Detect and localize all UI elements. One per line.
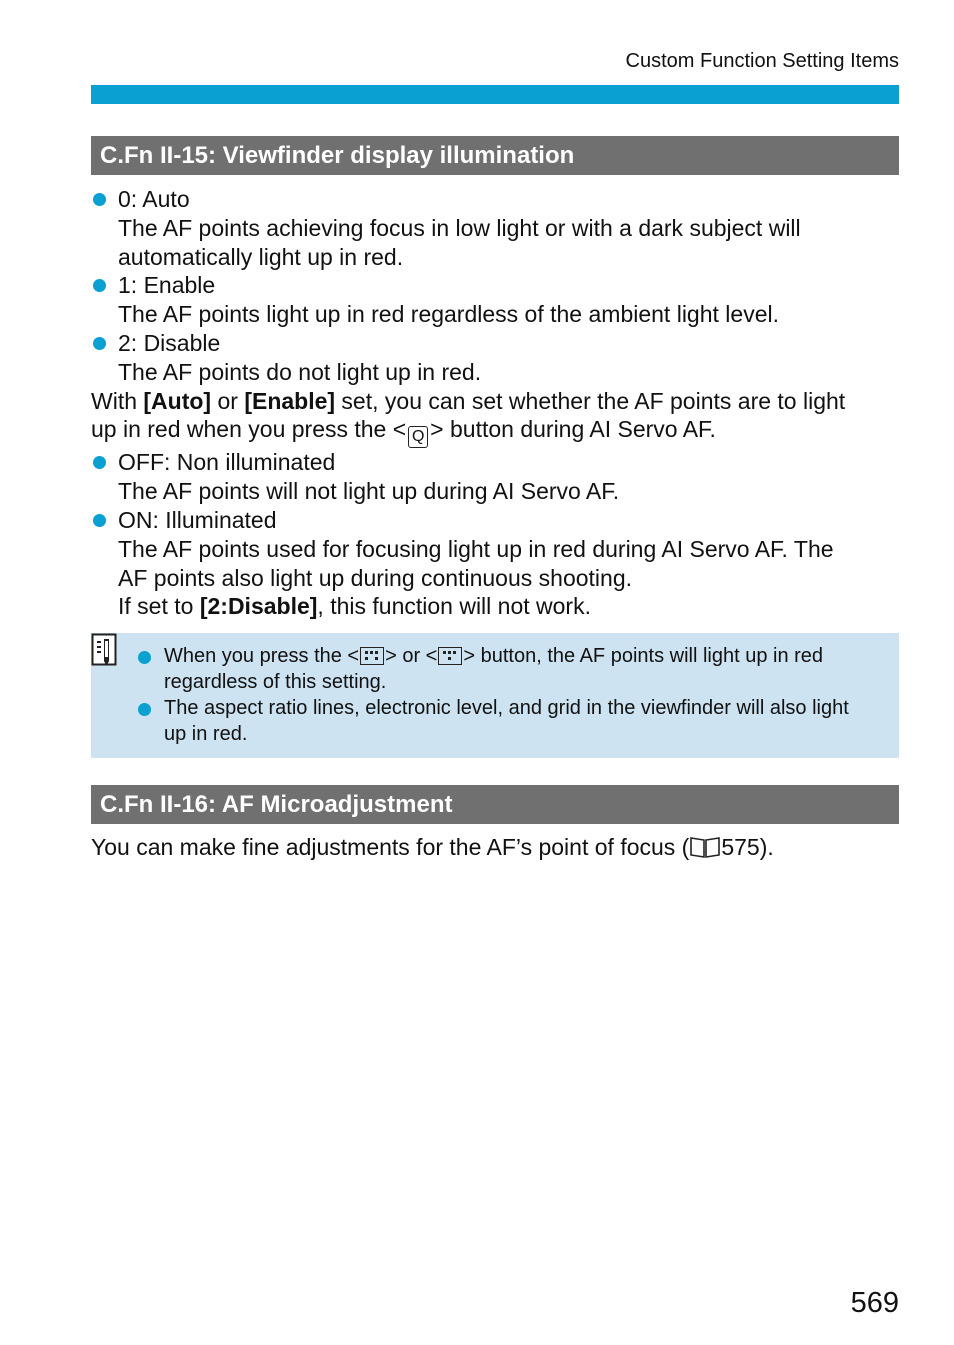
option-description	[91, 592, 899, 621]
text-run: > button, the AF points will light up in red	[463, 645, 824, 667]
text-run: , this function will not work.	[317, 593, 591, 620]
option-label: ON: Illuminated	[118, 506, 277, 533]
text-run: or	[211, 387, 245, 414]
option-description: automatically light up in red.	[118, 243, 404, 270]
text-run: If set to	[118, 593, 200, 620]
quick-control-button-icon: Q	[408, 426, 428, 448]
section-body-cfn-ii-16	[91, 833, 899, 862]
option-item	[91, 271, 899, 300]
option-item	[91, 329, 899, 358]
servo-paragraph-line-1	[91, 387, 899, 416]
memo-pencil-icon	[91, 633, 121, 674]
text-run: up in red when you press the <	[91, 416, 407, 443]
section-body-cfn-ii-15	[91, 185, 899, 621]
note-item	[164, 695, 889, 747]
bold-run: [Auto]	[143, 387, 212, 414]
note-item	[164, 643, 889, 695]
bullet-icon	[138, 651, 151, 664]
option-label: 2: Disable	[118, 329, 221, 356]
option-item	[91, 448, 899, 477]
option-item	[91, 185, 899, 214]
text-run: up in red.	[164, 723, 248, 745]
section-text	[91, 833, 899, 862]
af-point-selection-button-icon	[438, 647, 462, 665]
text-run: > button during AI Servo AF.	[430, 416, 716, 443]
option-label: 1: Enable	[118, 272, 216, 299]
option-label: 0: Auto	[118, 186, 190, 212]
option-description: The AF points achieving focus in low light or with a dark subject will	[118, 214, 801, 241]
section-heading-cfn-ii-16: C.Fn II-16: AF Microadjustment	[91, 785, 899, 824]
option-description: The AF points light up in red regardless of the ambient light level.	[118, 301, 779, 328]
text-run: regardless of this setting.	[164, 671, 387, 693]
option-item	[91, 506, 899, 535]
page-reference-number[interactable]: 575	[721, 834, 760, 860]
option-description: The AF points do not light up in red.	[118, 358, 482, 385]
text-run: > or <	[385, 645, 438, 667]
bullet-icon	[93, 337, 106, 350]
text-run: With	[91, 387, 144, 414]
bullet-icon	[93, 279, 106, 292]
book-page-reference-icon	[689, 836, 721, 858]
text-run: When you press the <	[164, 645, 360, 667]
bold-run: [Enable]	[244, 387, 336, 414]
bullet-icon	[93, 456, 106, 469]
page-number: 569	[850, 1287, 899, 1319]
note-list	[164, 643, 889, 747]
note-box	[91, 633, 899, 758]
option-description: AF points also light up during continuous shooting.	[118, 564, 632, 591]
bold-run: [2:Disable]	[199, 593, 318, 620]
bullet-icon	[93, 193, 106, 206]
text-run: The aspect ratio lines, electronic level, and grid in the viewfinder will also light	[164, 697, 849, 719]
bullet-icon	[93, 514, 106, 527]
option-label: OFF: Non illuminated	[118, 449, 336, 476]
bullet-icon	[138, 703, 151, 716]
option-description: The AF points will not light up during AI Servo AF.	[118, 478, 620, 505]
running-head: Custom Function Setting Items	[625, 50, 899, 72]
text-run: You can make fine adjustments for the AF’s point of focus (	[91, 834, 690, 860]
text-run: ).	[759, 834, 774, 860]
header-accent-bar	[91, 85, 899, 104]
af-area-selection-button-icon	[360, 647, 384, 665]
text-run: set, you can set whether the AF points are to light	[335, 387, 846, 414]
section-heading-cfn-ii-15: C.Fn II-15: Viewfinder display illumination	[91, 136, 899, 175]
option-description: The AF points used for focusing light up in red during AI Servo AF. The	[118, 535, 834, 562]
servo-paragraph-line-2	[91, 415, 899, 448]
